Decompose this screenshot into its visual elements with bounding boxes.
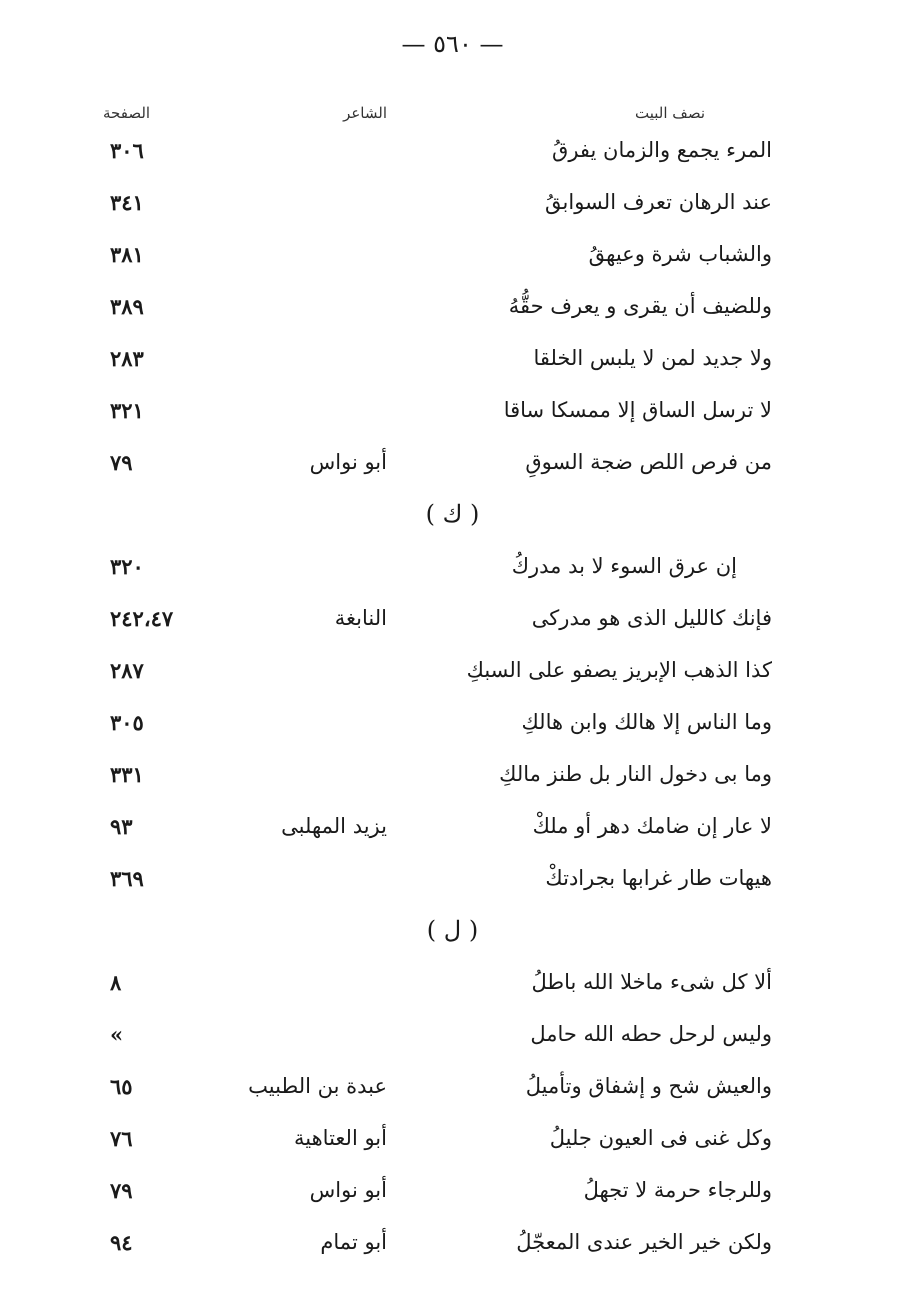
poet-name: أبو نواس bbox=[309, 450, 387, 474]
verse-half: ألا كل شىء ماخلا الله باطلُ bbox=[531, 970, 772, 994]
table-row bbox=[0, 128, 905, 180]
verse-half: وما الناس إلا هالك وابن هالكِ bbox=[521, 710, 772, 734]
page-reference: ٩٤ bbox=[110, 1230, 133, 1255]
verse-half: كذا الذهب الإبريز يصفو على السبكِ bbox=[466, 658, 772, 682]
verse-half: ولكن خير الخير عندى المعجّلُ bbox=[516, 1230, 772, 1254]
letter-section-heading: ( ل ) bbox=[426, 916, 479, 944]
page-reference: ٣٢١ bbox=[110, 398, 144, 423]
column-header-poet: الشاعر bbox=[343, 104, 387, 122]
verse-half: والعيش شح و إشفاق وتأميلُ bbox=[525, 1074, 772, 1098]
verse-half: وليس لرحل حطه الله حامل bbox=[530, 1022, 772, 1046]
table-row bbox=[0, 440, 905, 492]
table-row bbox=[0, 336, 905, 388]
table-row bbox=[0, 1168, 905, 1220]
poet-name: النابغة bbox=[334, 606, 387, 630]
table-row bbox=[0, 804, 905, 856]
page-reference: » bbox=[110, 1022, 124, 1047]
table-row bbox=[0, 648, 905, 700]
verse-half: والشباب شرة وعيهقُ bbox=[588, 242, 772, 266]
page-reference: ٢٤٢،٤٧ bbox=[110, 606, 174, 631]
poet-name: يزيد المهلبى bbox=[281, 814, 387, 838]
table-row bbox=[0, 1012, 905, 1064]
poet-name: أبو نواس bbox=[309, 1178, 387, 1202]
poet-name: أبو العتاهية bbox=[294, 1126, 387, 1150]
page-reference: ٩٣ bbox=[110, 814, 133, 839]
table-row bbox=[0, 960, 905, 1012]
page-reference: ٣٠٥ bbox=[110, 710, 144, 735]
verse-half: لا عار إن ضامك دهر أو ملكْ bbox=[532, 814, 772, 838]
verse-half: وللرجاء حرمة لا تجهلُ bbox=[583, 1178, 772, 1202]
letter-section-heading: ( ك ) bbox=[425, 500, 480, 528]
verse-half: عند الرهان تعرف السوابقُ bbox=[545, 190, 772, 214]
page-reference: ٣٣١ bbox=[110, 762, 144, 787]
page-reference: ٣٤١ bbox=[110, 190, 144, 215]
column-header-page: الصفحة bbox=[103, 104, 151, 122]
column-header-verse: نصف البيت bbox=[635, 104, 705, 122]
table-row bbox=[0, 388, 905, 440]
page-reference: ٣٦٩ bbox=[110, 866, 144, 891]
table-row bbox=[0, 180, 905, 232]
verse-half: وكل غنى فى العيون جليلُ bbox=[549, 1126, 772, 1150]
verse-half: فإنك كالليل الذى هو مدركى bbox=[531, 606, 772, 630]
verse-half: وللضيف أن يقرى و يعرف حقُّهُ bbox=[508, 294, 772, 318]
page-reference: ٧٩ bbox=[110, 1178, 133, 1203]
table-row bbox=[0, 232, 905, 284]
table-row bbox=[0, 700, 905, 752]
poet-name: عبدة بن الطبيب bbox=[248, 1074, 387, 1098]
page-reference: ٢٨٧ bbox=[110, 658, 144, 683]
page-reference: ٦٥ bbox=[110, 1074, 133, 1099]
table-row bbox=[0, 752, 905, 804]
verse-half: إن عرق السوء لا بد مدركُ bbox=[511, 554, 737, 578]
page-number: — ٥٦٠ — bbox=[401, 30, 504, 58]
page-reference: ٧٦ bbox=[110, 1126, 133, 1151]
verse-half: لا ترسل الساق إلا ممسكا ساقا bbox=[503, 398, 772, 422]
poet-name: أبو تمام bbox=[320, 1230, 387, 1254]
table-row bbox=[0, 856, 905, 908]
page-reference: ٣٢٠ bbox=[110, 554, 144, 579]
verse-half: وما بى دخول النار بل طنز مالكِ bbox=[499, 762, 772, 786]
letter-section-heading-row bbox=[0, 908, 905, 960]
table-row bbox=[0, 596, 905, 648]
table-row bbox=[0, 544, 905, 596]
table-row bbox=[0, 1220, 905, 1272]
table-row bbox=[0, 284, 905, 336]
table-row bbox=[0, 1116, 905, 1168]
letter-section-heading-row bbox=[0, 492, 905, 544]
page-reference: ٨ bbox=[110, 970, 122, 995]
page-reference: ٧٩ bbox=[110, 450, 133, 475]
page-reference: ٣٨١ bbox=[110, 242, 144, 267]
verse-half: ولا جديد لمن لا يلبس الخلقا bbox=[533, 346, 772, 370]
table-row bbox=[0, 1064, 905, 1116]
page-reference: ٣٨٩ bbox=[110, 294, 144, 319]
verse-half: من فرص اللص ضجة السوقِ bbox=[525, 450, 772, 474]
page-reference: ٢٨٣ bbox=[110, 346, 144, 371]
verse-half: المرء يجمع والزمان يفرقُ bbox=[552, 138, 772, 162]
page-reference: ٣٠٦ bbox=[110, 138, 144, 163]
index-table bbox=[0, 128, 905, 1272]
verse-half: هيهات طار غرابها بجرادتكْ bbox=[545, 866, 772, 890]
